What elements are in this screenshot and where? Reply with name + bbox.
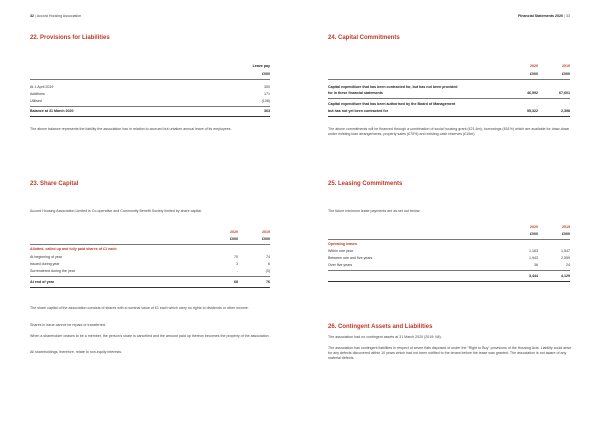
s23-note-3: When a shareholder ceases to be a member, the person's share is cancelled and the amount paid up thereon becomes the property of the association.: [30, 334, 270, 338]
section-26-title: 26. Contingent Assets and Liabilities: [328, 324, 433, 330]
section-23-title: 23. Share Capital: [30, 181, 79, 187]
section-24-title: 24. Capital Commitments: [328, 35, 400, 41]
right-page: Financial Statements 2020 | 33 24. Capital Commitments 2020 2019 £000 £000 Capital expenditure that has been contracted for, but has not been provided for in these financial statements 46,592 67,601 Capital expenditure that has been authorised by the Board of Management but has not yet been contracted for 55,322 2,398 The above commitments will be financed through a combination of social housing grant (£21.6m), borrowings (£61%) which are available for draw-down under existing loan arrangements, property sales (£75%) and existing cash reserves (£15m). 25. Leasing Commitments The future minimum lease payments are as set out below: 2020 2019 £000 £000 Operating leases Within one year 1,163 1,547 Between one and five years 1,943 2,559 Over five years 36 24 3,444 4,129 26. Contingent Assets and Liabilities The association had no contingent assets at 31 March 2020 (2019: Nil). The association has contingent liabilities in respect of seven flats disposed of under the "Right to Buy" provisions of the Housing Acts. Liability could arise for any defects discovered within 10 years which had not been notified to the tenant before the lease was granted. The association is not aware of any material defects.: [328, 14, 572, 361]
s26-para-2: The association has contingent liabilities in respect of seven flats disposed of under the "Right to Buy" provisions of the Housing Acts. Liability could arise for any defects discovered within 10 years which had not been notified to the tenant before the lease was granted. The association is not aware of any material defects.: [328, 346, 572, 361]
s23-intro: Accord Housing Association Limited is Co-operative and Community Benefit Society limited by share capital.: [30, 209, 202, 213]
section-25-title: 25. Leasing Commitments: [328, 181, 403, 187]
s23-note-4: All shareholdings, therefore, relate to non-equity interests.: [30, 350, 123, 354]
divider: [328, 281, 570, 282]
divider: [30, 116, 270, 117]
s23-note-2: Shares in issue cannot be repaid or transferred.: [30, 323, 106, 327]
right-report-title: Financial Statements 2020: [518, 14, 564, 18]
divider: [30, 287, 270, 288]
s26-para-1: The association had no contingent assets at 31 March 2020 (2019: Nil).: [328, 335, 442, 339]
left-page-number: 32: [30, 14, 34, 18]
divider: [30, 106, 270, 107]
divider: [30, 79, 270, 80]
divider: [328, 239, 570, 240]
s24-note: The above commitments will be financed through a combination of social housing grant (£21.6m), borrowings (£61%) which are available for draw-down under existing loan arrangements, property sales (£75%) and existing cash reserves (£15m).: [328, 127, 570, 137]
left-running-header: 32 | Accord Housing Association: [30, 14, 82, 18]
right-running-header: Financial Statements 2020 | 33: [518, 14, 570, 18]
divider: [328, 270, 570, 271]
right-page-number: 33: [566, 14, 570, 18]
divider: [30, 276, 270, 277]
divider: [328, 79, 570, 80]
divider: [328, 116, 570, 117]
s22-note: The above balance represents the liability the association has in relation to accrued but untaken annual leave of its employees.: [30, 127, 232, 131]
s23-note-1: The share capital of the association consists of shares with a nominal value of £1 each which carry no rights to dividends or other income.: [30, 306, 249, 310]
section-22-title: 22. Provisions for Liabilities: [30, 35, 110, 41]
left-page: 32 | Accord Housing Association 22. Provisions for Liabilities Leave pay £000 At 1 April 2019 300 Additions 171 Utilised (108) Balance at 31 March 2020 363 The above balance represents the liability the association has in relation to accrued but untaken annual leave of its employees. 23. Share Capital Accord Housing Association Limited is Co-operative and Community Benefit Society limited by share capital. 2020 2019 £000 £000 Allotted, called up and fully paid shares of £1 each: At beginning of year 70 74 Issued during year 3 6 Surrendered during the year - (3) At end of year 68 76 The share capital of the association consists of shares with a nominal value of £1 each which carry no rights to dividends or other income. Shares in issue cannot be repaid or transferred. When a shareholder ceases to be a member, the person's share is cancelled and the amount paid up thereon becomes the property of the association. All shareholdings, therefore, relate to non-equity interests.: [0, 0, 300, 424]
s25-intro: The future minimum lease payments are as set out below:: [328, 209, 421, 213]
divider: [30, 244, 270, 245]
left-org-name: Accord Housing Association: [36, 14, 82, 18]
divider: [328, 98, 570, 99]
